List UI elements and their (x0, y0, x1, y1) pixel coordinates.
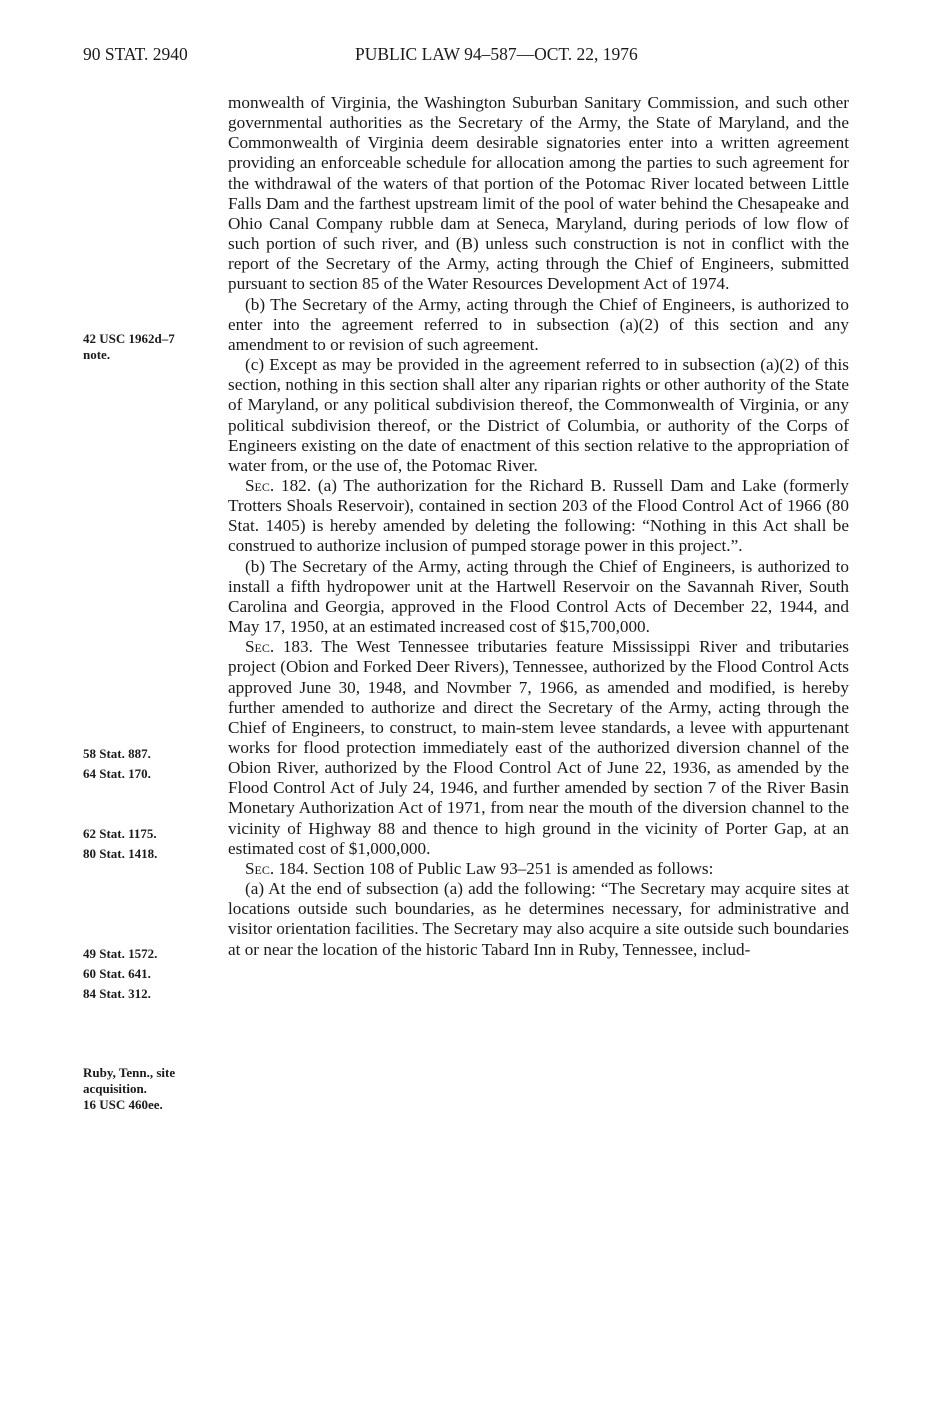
page-header (83, 44, 858, 68)
section-label: Sec. (245, 858, 275, 878)
section-label: Sec. (245, 637, 275, 657)
margin-note-usc-460ee: 16 USC 460ee. (83, 1097, 163, 1112)
margin-note-note: note. (83, 347, 111, 362)
margin-note-stat-1418: 80 Stat. 1418. (83, 846, 158, 861)
margin-note-stat-1175: 62 Stat. 1175. (83, 826, 157, 841)
margin-note-usc-citation: 42 USC 1962d–7 (83, 331, 175, 346)
paragraph-section-184 (228, 859, 849, 879)
paragraph-section-184-a: (a) At the end of subsection (a) add the following: “The Secretary may acquire sites at locations outside such boundaries, as he determines necessary, for administrative and visitor orientation facilities. The Secretary may also acquire a site outside such boundaries at or near the location of the historic Tabard Inn in Ruby, Tennessee, includ- (228, 879, 849, 959)
page-title: PUBLIC LAW 94–587—OCT. 22, 1976 (355, 44, 638, 64)
margin-note-stat-170: 64 Stat. 170. (83, 766, 151, 781)
margin-note-stat-312: 84 Stat. 312. (83, 986, 151, 1001)
margin-note-stat-1572: 49 Stat. 1572. (83, 946, 158, 961)
margin-note-stat-887: 58 Stat. 887. (83, 746, 151, 761)
paragraph-subsection-c: (c) Except as may be provided in the agreement referred to in subsection (a)(2) of this section, nothing in this section shall alter any riparian rights or other authority of the State of Maryland, or any political subdivision thereof, the Commonwealth of Virginia, or any political subdivision thereof, or the District of Columbia, or authority of the Corps of Engineers existing on the date of enactment of this section relative to the appropriation of water from, or the use of, the Potomac River. (228, 355, 849, 475)
section-184-text: 184. Section 108 of Public Law 93–251 is amended as follows: (274, 858, 714, 878)
margin-note-stat-641: 60 Stat. 641. (83, 966, 151, 981)
paragraph-section-182-b: (b) The Secretary of the Army, acting through the Chief of Engineers, is authorized to install a fifth hydropower unit at the Hartwell Reservoir on the Savannah River, South Carolina and Georgia, approved in the Flood Control Acts of December 22, 1944, and May 17, 1950, at an estimated increased cost of $15,700,000. (228, 556, 849, 637)
paragraph-section-183 (228, 637, 849, 859)
section-183-text: 183. The West Tennessee tributaries feature Mississippi River and tributaries project (Obion and Forked Deer Rivers), Tennessee, authorized by the Flood Control Acts approved June 30, 1948, and Novmber 7, 1966, as amended and modified, is hereby further amended to authorize and direct the Secretary of the Army, acting through the Chief of Engineers, to construct, to main-stem levee standards, a levee with appurtenant works for flood protection immediately east of the authorized diversion channel of the Obion River, authorized by the Flood Control Act of June 22, 1936, as amended by the Flood Control Act of July 24, 1946, and further amended by section 7 of the River Basin Monetary Authorization Act of 1971, from near the mouth of the diversion channel to the vicinity of Highway 88 and thence to high ground in the vicinity of Porter Gap, at an estimated cost of $1,000,000. (228, 637, 849, 858)
section-label: Sec. (245, 475, 275, 495)
margin-note-ruby-site: Ruby, Tenn., site (83, 1065, 176, 1080)
paragraph-section-182 (228, 476, 849, 557)
section-182-text: 182. (a) The authorization for the Richard B. Russell Dam and Lake (formerly Trotters Shoals Reservoir), contained in section 203 of the Flood Control Act of 1966 (80 Stat. 1405) is hereby amended by deleting the following: “Nothing in this Act shall be construed to authorize inclusion of pumped storage power in this project.”. (228, 475, 849, 556)
statute-page-reference: 90 STAT. 2940 (83, 44, 188, 64)
statute-body-text (228, 93, 849, 960)
paragraph-subsection-b: (b) The Secretary of the Army, acting through the Chief of Engineers, is authorized to enter into the agreement referred to in subsection (a)(2) of this section and any amendment to or revision of such agreement. (228, 294, 849, 354)
paragraph-continuation: monwealth of Virginia, the Washington Suburban Sanitary Commission, and such other governmental authorities as the Secretary of the Army, the State of Maryland, and the Commonwealth of Virginia deem desirable signatories enter into a written agreement providing an enforceable schedule for allocation among the parties to such agreement for the withdrawal of the waters of that portion of the Potomac River located between Little Falls Dam and the farthest upstream limit of the pool of water behind the Chesapeake and Ohio Canal Company rubble dam at Seneca, Maryland, during periods of low flow of such portion of such river, and (B) unless such construction is not in conflict with the report of the Secretary of the Army, acting through the Chief of Engineers, submitted pursuant to section 85 of the Water Resources Development Act of 1974. (228, 93, 849, 294)
margin-note-acquisition: acquisition. (83, 1081, 147, 1096)
